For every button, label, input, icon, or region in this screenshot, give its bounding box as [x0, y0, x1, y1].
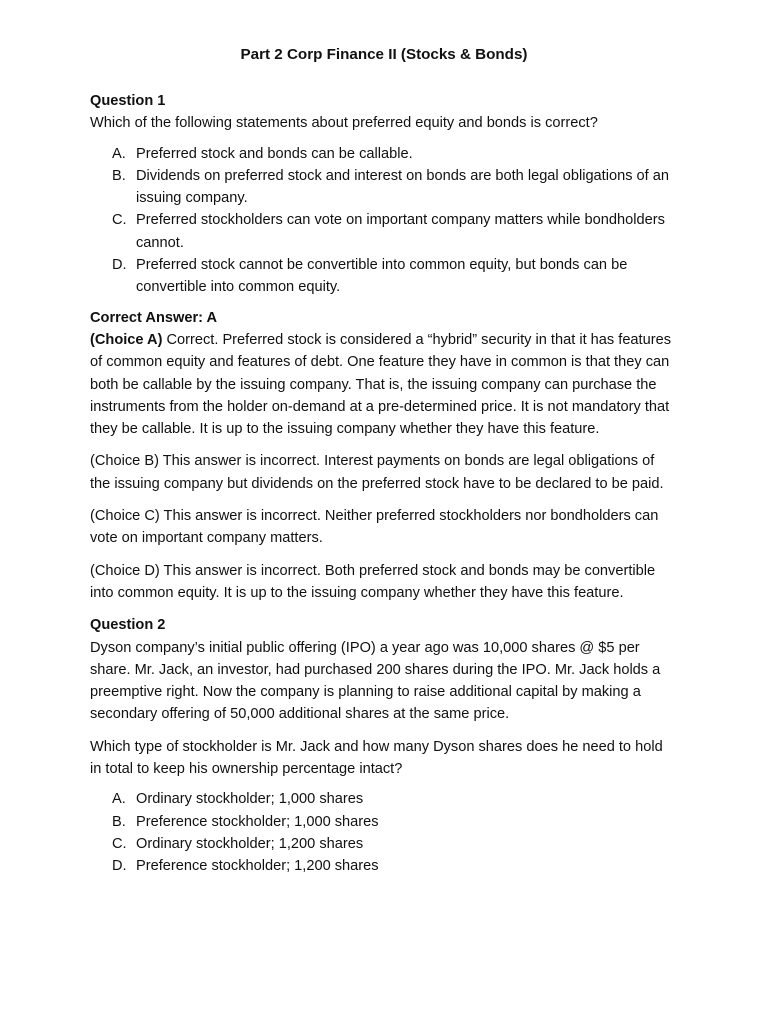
option-text: Preference stockholder; 1,200 shares [136, 858, 379, 875]
option-letter: C. [112, 835, 127, 852]
explanation-choice-d [90, 560, 678, 605]
option-a [112, 788, 678, 810]
option-letter: A. [112, 145, 126, 162]
option-letter: A. [112, 791, 126, 808]
choice-label: (Choice B) [90, 453, 159, 470]
question-prompt: Which of the following statements about preferred equity and bonds is correct? [90, 115, 598, 132]
explanation-choice-c [90, 505, 678, 550]
explanation-text: This answer is incorrect. Both preferred stock and bonds may be convertible into common equity. It is up to the issuing company whether they have this feature. [90, 562, 656, 601]
question-1 [90, 90, 678, 604]
option-text: Preferred stock and bonds can be callable. [136, 145, 413, 162]
question-prompt-followup: Which type of stockholder is Mr. Jack and how many Dyson shares does he need to hold in total to keep his ownership percentage intact? [90, 738, 663, 778]
option-c [112, 209, 678, 254]
choice-label: (Choice C) [90, 508, 160, 525]
option-c [112, 833, 678, 855]
choice-label: (Choice A) [90, 331, 163, 348]
option-b [112, 811, 678, 833]
option-text: Dividends on preferred stock and interest on bonds are both legal obligations of an issuing company. [136, 167, 670, 207]
question-prompt: Dyson company’s initial public offering (IPO) a year ago was 10,000 shares @ $5 per share. Mr. Jack, an investor, had purchased 200 shares during the IPO. Mr. Jack holds a preemptive right. Now the company is planning to raise additional capital by making a secondary offering of 50,000 additional shares at the same price. [90, 639, 661, 723]
option-letter: C. [112, 212, 127, 229]
choice-label: (Choice D) [90, 562, 160, 579]
explanation-choice-a [90, 329, 678, 440]
option-letter: B. [112, 167, 126, 184]
option-text: Preferred stockholders can vote on important company matters while bondholders cannot. [136, 212, 665, 251]
option-text: Ordinary stockholder; 1,200 shares [136, 835, 364, 852]
option-b [112, 165, 678, 210]
option-letter: D. [112, 257, 127, 274]
question-heading: Question 1 [90, 93, 166, 109]
explanation-text: Correct. Preferred stock is considered a “hybrid” security in that it has features of common equity and features of debt. One feature they have in common is that they can both be callable by the issuing company. That is, the issuing company can purchase the instruments from the holder on-demand at a pre-determined price. It is not mandatory that they be callable. It is up to the issuing company whether they have this feature. [90, 331, 671, 438]
option-letter: B. [112, 813, 126, 830]
option-d [112, 855, 678, 877]
option-text: Preferred stock cannot be convertible into common equity, but bonds can be convertible into common equity. [136, 257, 628, 296]
correct-answer: Correct Answer: A [90, 309, 218, 326]
option-a [112, 143, 678, 165]
option-d [112, 254, 678, 299]
question-heading: Question 2 [90, 617, 166, 634]
question-2 [90, 614, 678, 877]
answer-options [90, 788, 678, 877]
explanation-choice-b [90, 450, 678, 495]
option-text: Preference stockholder; 1,000 shares [136, 813, 379, 830]
answer-options [90, 143, 678, 299]
option-text: Ordinary stockholder; 1,000 shares [136, 791, 364, 808]
explanation-text: This answer is incorrect. Interest payments on bonds are legal obligations of the issuing company but dividends on the preferred stock have to be declared to be paid. [90, 453, 664, 492]
page-title: Part 2 Corp Finance II (Stocks & Bonds) [240, 46, 528, 63]
option-letter: D. [112, 858, 127, 875]
explanation-text: This answer is incorrect. Neither preferred stockholders nor bondholders can vote on important company matters. [90, 508, 659, 547]
